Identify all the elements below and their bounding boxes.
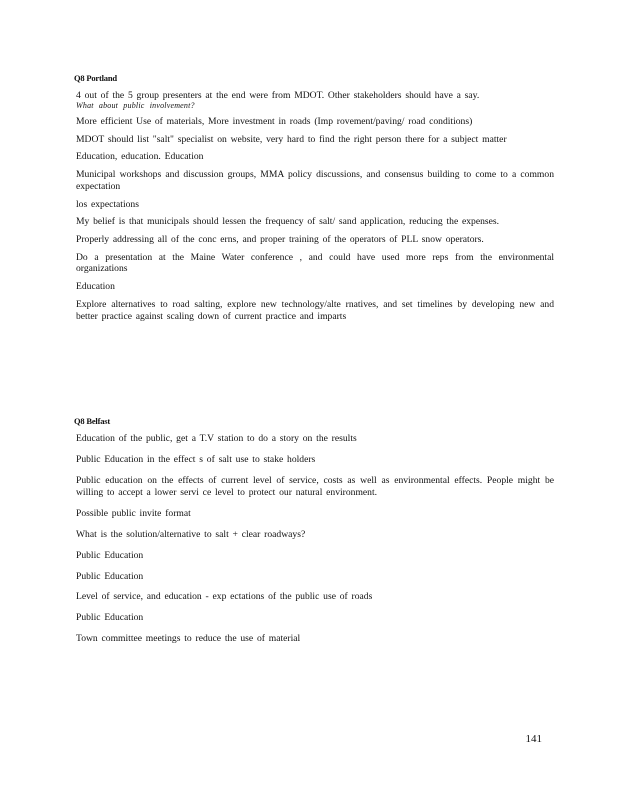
response-item: Public Education in the effect s of salt use to stake holders [76,453,316,465]
response-item [76,90,554,110]
response-item: Education of the public, get a T.V station to do a story on the results [76,433,357,444]
response-item: My belief is that municipals should lessen the frequency of salt/ sand application, reducing the expenses. [76,216,500,228]
response-item: los expectations [76,198,139,210]
response-item: More efficient Use of materials, More investment in roads (Imp rovement/paving/ road conditions) [76,115,473,127]
page-number: 141 [525,733,542,745]
response-item: Town committee meetings to reduce the use of material [76,633,301,645]
response-item: Municipal workshops and discussion groups, MMA policy discussions, and consensus building to come to a common expectation [76,169,554,192]
response-item: Public Education [76,549,144,561]
response-text: 4 out of the 5 group presenters at the end were from MDOT. Other stakeholders should have a say. [76,90,480,101]
response-item: Possible public invite format [76,507,191,519]
response-item: Public Education [76,570,144,582]
section-heading: Q8 Belfast [74,416,111,426]
response-note: What about public involvement? [76,100,195,110]
response-item: Explore alternatives to road salting, explore new technology/alte rnatives, and set timelines by developing new and better practice against scaling down of current practice and imparts [76,299,554,322]
response-item: Public Education [76,612,144,624]
section-portland [74,73,554,328]
response-item: Properly addressing all of the conc erns, and proper training of the operators of PLL snow operators. [76,234,484,246]
response-item: Education, education. Education [76,151,204,163]
response-item: MDOT should list "salt" specialist on website, very hard to find the right person there for a subject matter [76,133,507,145]
response-item: Public education on the effects of current level of service, costs as well as environmental effects. People might be willing to accept a lower servi ce level to protect our natural environment. [76,474,554,498]
section-heading: Q8 Portland [74,73,117,83]
response-item: Level of service, and education - exp ectations of the public use of roads [76,591,373,603]
response-item: Education [76,281,115,293]
response-item: Do a presentation at the Maine Water conference , and could have used more reps from the environmental organizations [76,251,554,275]
response-item: What is the solution/alternative to salt + clear roadways? [76,528,306,540]
section-belfast [74,416,554,654]
